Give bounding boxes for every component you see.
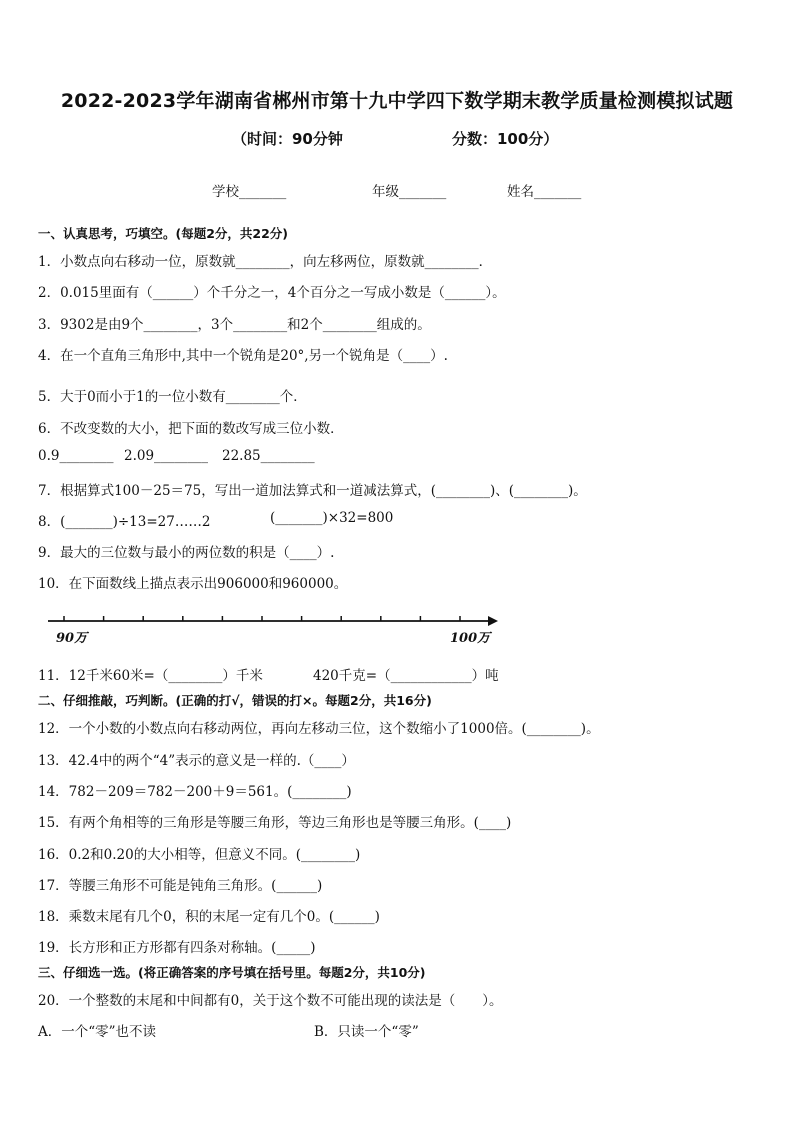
question-18: 18．乘数末尾有几个0，积的末尾一定有几个0。(______) [38,909,380,925]
question-13: 13．42.4中的两个“4”表示的意义是一样的.（____） [38,753,355,769]
question-16: 16．0.2和0.20的大小相等，但意义不同。(________) [38,847,361,863]
question-11-b: 420千克=（____________）吨 [313,668,499,684]
name-field[interactable]: 姓名_______ [507,184,582,200]
question-5: 5．大于0而小于1的一位小数有________个． [38,389,307,405]
section-1-heading: 一、认真思考，巧填空。(每题2分，共22分) [38,226,289,241]
question-1: 1．小数点向右移动一位，原数就________，向左移两位，原数就________． [38,254,493,270]
number-line-arrow [488,616,498,626]
question-20-option-a[interactable]: A．一个“零”也不读 [38,1024,157,1040]
exam-time: （时间：90分钟 [232,130,343,148]
question-15: 15．有两个角相等的三角形是等腰三角形，等边三角形也是等腰三角形。(____) [38,815,512,831]
question-3: 3．9302是由9个________，3个________和2个________组成的。 [38,317,431,333]
question-17: 17．等腰三角形不可能是钝角三角形。(______) [38,878,323,894]
question-20: 20．一个整数的末尾和中间都有0，关于这个数不可能出现的读法是（ ）。 [38,993,503,1009]
page-title: 2022-2023学年湖南省郴州市第十九中学四下数学期末教学质量检测模拟试题 [60,90,734,112]
question-6-item-b: 2.09________ [124,448,209,464]
question-8-b: (_______)×32=800 [270,510,394,526]
grade-field[interactable]: 年级_______ [372,184,447,200]
question-12: 12．一个小数的小数点向右移动两位，再向左移动三位，这个数缩小了1000倍。(________)。 [38,721,600,737]
number-line-left-label: 90万 [56,631,88,646]
question-2: 2．0.015里面有（______）个千分之一，4个百分之一写成小数是（______）。 [38,285,506,301]
question-10: 10．在下面数线上描点表示出906000和960000。 [38,576,348,592]
question-7: 7．根据算式100－25＝75，写出一道加法算式和一道减法算式，(________)、(________)。 [38,483,587,499]
question-20-option-b[interactable]: B．只读一个“零” [314,1024,419,1040]
school-field[interactable]: 学校_______ [212,184,287,200]
section-2-heading: 二、仔细推敲，巧判断。(正确的打√，错误的打×。每题2分，共16分) [38,693,432,708]
question-9: 9．最大的三位数与最小的两位数的积是（____）. [38,545,335,561]
question-4: 4．在一个直角三角形中,其中一个锐角是20°,另一个锐角是（____）. [38,348,448,364]
question-11-a: 11．12千米60米=（________）千米 [38,668,263,684]
question-14: 14．782－209＝782－200＋9＝561。(________) [38,784,352,800]
question-19: 19．长方形和正方形都有四条对称轴。(_____) [38,940,316,956]
number-line-right-label: 100万 [450,631,491,646]
exam-score: 分数：100分） [452,130,559,148]
question-6-item-a: 0.9________ [38,448,114,464]
section-3-heading: 三、仔细选一选。(将正确答案的序号填在括号里。每题2分，共10分) [38,965,426,980]
question-6: 6．不改变数的大小，把下面的数改写成三位小数． [38,421,344,437]
question-8-a: 8．(_______)÷13=27……2 [38,514,211,530]
question-6-item-c: 22.85________ [222,448,315,464]
number-line [0,605,794,665]
